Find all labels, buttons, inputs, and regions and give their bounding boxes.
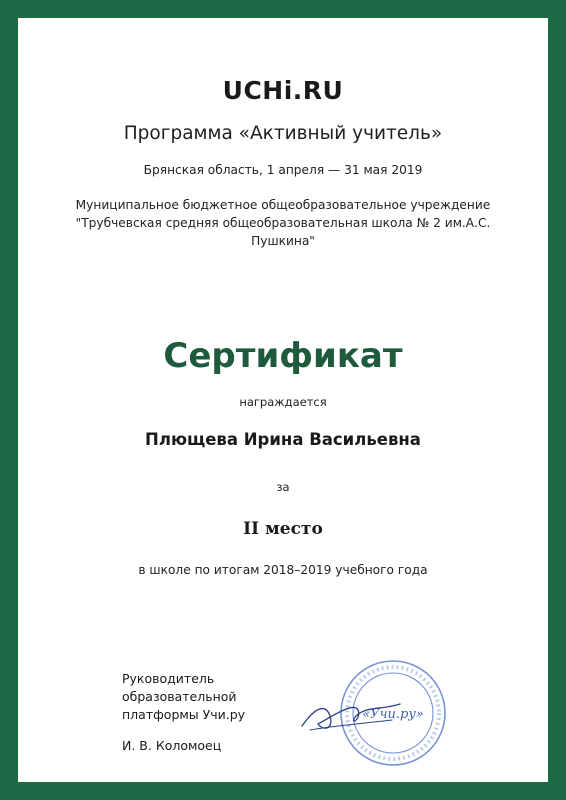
for-label: за [276, 480, 290, 494]
stamp-text: «Учи.ру» [362, 707, 424, 722]
awarded-label: награждается [239, 395, 327, 409]
program-title: Программа «Активный учитель» [123, 123, 443, 144]
signer-title-line: образовательной [122, 689, 237, 704]
signer-title-line: Руководитель [122, 671, 215, 686]
award-place: II место [243, 519, 323, 539]
region-dates: Брянская область, 1 апреля — 31 мая 2019 [143, 163, 423, 177]
recipient-name: Плющева Ирина Васильевна [145, 430, 421, 449]
school-name-line: Пушкина" [251, 234, 315, 248]
certificate-title: Сертификат [163, 336, 403, 376]
school-name [18, 196, 548, 250]
signature [296, 686, 406, 741]
school-name-line: Муниципальное бюджетное общеобразовательное учреждение [75, 198, 491, 212]
certificate-sheet [18, 18, 548, 782]
signer-title [122, 670, 245, 724]
signer-name: И. В. Коломоец [122, 738, 222, 753]
signer-title-line: платформы Учи.ру [122, 707, 246, 722]
school-name-line: "Трубчевская средняя общеобразовательная школа № 2 им.А.С. [75, 216, 491, 230]
uchi-ru-logo: UCHi.RU [222, 76, 344, 105]
award-reason: в школе по итогам 2018–2019 учебного года [138, 563, 428, 577]
